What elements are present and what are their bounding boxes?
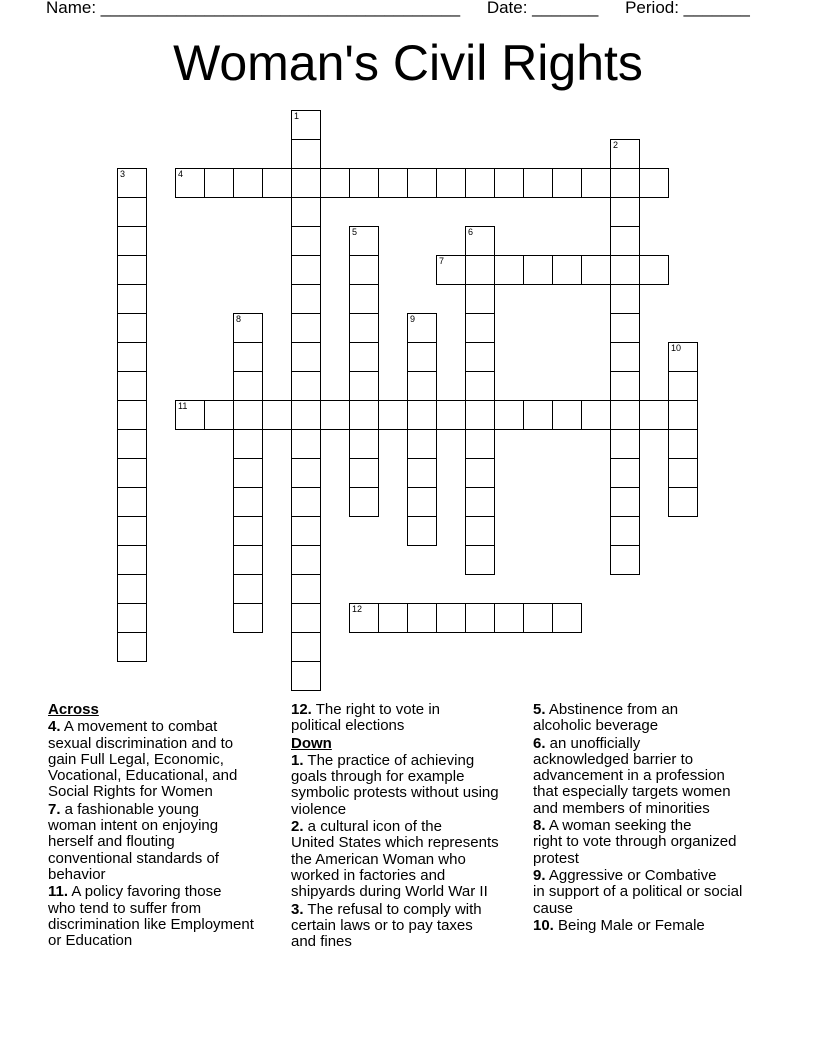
grid-cell[interactable]: [407, 487, 437, 517]
clue-number-label: 5: [352, 227, 358, 237]
grid-cell[interactable]: [465, 168, 495, 198]
clue-across-12: [291, 702, 526, 735]
clue-text: The refusal to comply with certain laws or to pay taxes and fines: [291, 900, 482, 951]
grid-cell[interactable]: [233, 603, 263, 633]
grid-cell[interactable]: [436, 400, 466, 430]
grid-cell[interactable]: [552, 168, 582, 198]
grid-cell[interactable]: [523, 255, 553, 285]
clue-number: 11.: [48, 883, 69, 901]
grid-cell[interactable]: [639, 168, 669, 198]
grid-cell[interactable]: [349, 400, 379, 430]
grid-cell[interactable]: [291, 313, 321, 343]
grid-cell[interactable]: [610, 226, 640, 256]
grid-cell[interactable]: [117, 603, 147, 633]
grid-cell[interactable]: [291, 632, 321, 662]
grid-cell[interactable]: [581, 255, 611, 285]
grid-cell[interactable]: [407, 429, 437, 459]
grid-cell[interactable]: [436, 255, 466, 285]
grid-cell[interactable]: [291, 255, 321, 285]
clue-column-1: [48, 702, 283, 950]
grid-cell[interactable]: [436, 168, 466, 198]
grid-cell[interactable]: [349, 313, 379, 343]
grid-cell[interactable]: [233, 545, 263, 575]
grid-cell[interactable]: [117, 226, 147, 256]
grid-cell[interactable]: [233, 574, 263, 604]
grid-cell[interactable]: [349, 603, 379, 633]
across-heading: Across: [48, 701, 99, 718]
grid-cell[interactable]: [291, 429, 321, 459]
grid-cell[interactable]: [407, 342, 437, 372]
grid-cell[interactable]: [378, 400, 408, 430]
grid-cell[interactable]: [291, 284, 321, 314]
grid-cell[interactable]: [117, 313, 147, 343]
grid-cell[interactable]: [233, 400, 263, 430]
grid-cell[interactable]: [349, 255, 379, 285]
grid-cell[interactable]: [262, 400, 292, 430]
grid-cell[interactable]: [639, 255, 669, 285]
grid-cell[interactable]: [117, 400, 147, 430]
grid-cell[interactable]: [610, 255, 640, 285]
clue-down-6: [533, 736, 778, 817]
grid-cell[interactable]: [204, 400, 234, 430]
grid-cell[interactable]: [291, 226, 321, 256]
grid-cell[interactable]: [117, 632, 147, 662]
grid-cell[interactable]: [668, 458, 698, 488]
grid-cell[interactable]: [233, 313, 263, 343]
grid-cell[interactable]: [668, 400, 698, 430]
grid-cell[interactable]: [349, 371, 379, 401]
clue-number-label: 9: [410, 314, 416, 324]
grid-cell[interactable]: [233, 458, 263, 488]
grid-cell[interactable]: [349, 226, 379, 256]
grid-cell[interactable]: [436, 603, 466, 633]
grid-cell[interactable]: [117, 429, 147, 459]
grid-cell[interactable]: [610, 139, 640, 169]
grid-cell[interactable]: [465, 429, 495, 459]
clue-number: 1.: [291, 751, 304, 769]
grid-cell[interactable]: [233, 342, 263, 372]
grid-cell[interactable]: [465, 400, 495, 430]
clue-text: Abstinence from an alcoholic beverage: [533, 701, 679, 735]
grid-cell[interactable]: [291, 661, 321, 691]
grid-cell[interactable]: [465, 545, 495, 575]
grid-cell[interactable]: [233, 429, 263, 459]
clue-across-4: [48, 719, 283, 800]
grid-cell[interactable]: [291, 545, 321, 575]
grid-cell[interactable]: [349, 342, 379, 372]
grid-cell[interactable]: [117, 197, 147, 227]
grid-cell[interactable]: [291, 139, 321, 169]
period-field-label[interactable]: Period: _______: [625, 0, 750, 17]
clue-number: 2.: [291, 818, 304, 836]
grid-cell[interactable]: [407, 458, 437, 488]
clue-text: Being Male or Female: [553, 916, 705, 934]
grid-cell[interactable]: [494, 168, 524, 198]
grid-cell[interactable]: [233, 371, 263, 401]
clue-number: 4.: [48, 718, 61, 736]
clue-number: 7.: [48, 800, 61, 818]
clue-number-label: 7: [439, 256, 445, 266]
clue-text: The right to vote in political elections: [291, 701, 440, 735]
grid-cell[interactable]: [610, 545, 640, 575]
grid-cell[interactable]: [610, 429, 640, 459]
clue-down-5: [533, 702, 778, 735]
clue-number-label: 3: [120, 169, 126, 179]
grid-cell[interactable]: [465, 284, 495, 314]
clue-number: 9.: [533, 866, 546, 884]
grid-cell[interactable]: [552, 603, 582, 633]
grid-cell[interactable]: [117, 545, 147, 575]
grid-cell[interactable]: [523, 603, 553, 633]
clue-number-label: 12: [352, 604, 363, 614]
clue-across-7: [48, 802, 283, 883]
grid-cell[interactable]: [117, 487, 147, 517]
grid-cell[interactable]: [349, 487, 379, 517]
date-field-label[interactable]: Date: _______: [486, 0, 599, 17]
clue-across-11: [48, 884, 283, 949]
grid-cell[interactable]: [610, 371, 640, 401]
grid-cell[interactable]: [378, 168, 408, 198]
grid-cell[interactable]: [465, 342, 495, 372]
grid-cell[interactable]: [407, 313, 437, 343]
grid-cell[interactable]: [581, 168, 611, 198]
grid-cell[interactable]: [291, 487, 321, 517]
grid-cell[interactable]: [465, 516, 495, 546]
clue-down-8: [533, 818, 778, 867]
grid-cell[interactable]: [668, 487, 698, 517]
grid-cell[interactable]: [668, 371, 698, 401]
grid-cell[interactable]: [349, 284, 379, 314]
grid-cell[interactable]: [552, 400, 582, 430]
page-title: Woman's Civil Rights: [173, 35, 643, 91]
grid-cell[interactable]: [378, 603, 408, 633]
grid-cell[interactable]: [117, 371, 147, 401]
clue-number-label: 8: [236, 314, 242, 324]
grid-cell[interactable]: [407, 516, 437, 546]
clue-number-label: 11: [178, 401, 188, 411]
clue-number: 8.: [533, 817, 546, 835]
grid-cell[interactable]: [668, 342, 698, 372]
grid-cell[interactable]: [117, 168, 147, 198]
clue-number: 10.: [533, 916, 554, 934]
grid-cell[interactable]: [291, 400, 321, 430]
down-heading: Down: [291, 734, 332, 752]
grid-cell[interactable]: [291, 458, 321, 488]
grid-cell[interactable]: [233, 168, 263, 198]
grid-cell[interactable]: [320, 168, 350, 198]
clue-down-3: [291, 902, 526, 951]
name-field-label[interactable]: Name: ______________________________________: [46, 0, 461, 17]
clue-down-10: [533, 918, 778, 934]
grid-cell[interactable]: [610, 313, 640, 343]
grid-cell[interactable]: [349, 429, 379, 459]
grid-cell[interactable]: [494, 400, 524, 430]
grid-cell[interactable]: [291, 342, 321, 372]
grid-cell[interactable]: [117, 342, 147, 372]
grid-cell[interactable]: [320, 400, 350, 430]
grid-cell[interactable]: [262, 168, 292, 198]
grid-cell[interactable]: [407, 400, 437, 430]
clue-text: Aggressive or Combative in support of a political or social cause: [533, 866, 743, 917]
grid-cell[interactable]: [465, 313, 495, 343]
grid-cell[interactable]: [465, 255, 495, 285]
grid-cell[interactable]: [349, 168, 379, 198]
clue-column-2: [291, 702, 526, 951]
clue-number: 3.: [291, 900, 304, 918]
grid-cell[interactable]: [465, 603, 495, 633]
clue-text: The practice of achieving goals through for example symbolic protests without using violence: [291, 751, 499, 818]
clue-text: an unofficially acknowledged barrier to advancement in a profession that especially targets women and members of minorities: [533, 734, 731, 817]
grid-cell[interactable]: [610, 342, 640, 372]
clue-text: A movement to combat sexual discrimination and to gain Full Legal, Economic, Vocational, Educational, and Social Rights for Women: [48, 718, 238, 801]
grid-cell[interactable]: [117, 284, 147, 314]
grid-cell[interactable]: [610, 168, 640, 198]
grid-cell[interactable]: [465, 371, 495, 401]
clue-number-label: 10: [671, 343, 682, 353]
clue-down-9: [533, 868, 778, 917]
grid-cell[interactable]: [523, 168, 553, 198]
grid-cell[interactable]: [291, 574, 321, 604]
grid-cell[interactable]: [494, 255, 524, 285]
grid-cell[interactable]: [117, 458, 147, 488]
clue-down-2: [291, 819, 526, 900]
grid-cell[interactable]: [523, 400, 553, 430]
grid-cell[interactable]: [175, 168, 205, 198]
grid-cell[interactable]: [291, 168, 321, 198]
grid-cell[interactable]: [291, 516, 321, 546]
grid-cell[interactable]: [552, 255, 582, 285]
clue-down-1: [291, 753, 526, 818]
clue-text: A policy favoring those who tend to suffer from discrimination like Employment or Education: [48, 883, 254, 950]
clue-number: 6.: [533, 734, 546, 752]
grid-cell[interactable]: [494, 603, 524, 633]
grid-cell[interactable]: [581, 400, 611, 430]
grid-cell[interactable]: [291, 197, 321, 227]
clue-number: 5.: [533, 701, 546, 718]
grid-cell[interactable]: [233, 516, 263, 546]
grid-cell[interactable]: [291, 371, 321, 401]
clue-number-label: 1: [294, 111, 300, 121]
clue-text: a fashionable young woman intent on enjoying herself and flouting conventional standards of behavior: [48, 800, 219, 883]
clue-number-label: 6: [468, 227, 474, 237]
grid-cell[interactable]: [233, 487, 263, 517]
grid-cell[interactable]: [610, 487, 640, 517]
grid-cell[interactable]: [204, 168, 234, 198]
clue-number: 12.: [291, 701, 312, 718]
grid-cell[interactable]: [175, 400, 205, 430]
grid-cell[interactable]: [610, 400, 640, 430]
grid-cell[interactable]: [291, 110, 321, 140]
grid-cell[interactable]: [349, 458, 379, 488]
clue-column-3: [533, 702, 778, 935]
grid-cell[interactable]: [610, 516, 640, 546]
grid-cell[interactable]: [407, 168, 437, 198]
grid-cell[interactable]: [117, 255, 147, 285]
grid-cell[interactable]: [291, 603, 321, 633]
grid-cell[interactable]: [117, 574, 147, 604]
grid-cell[interactable]: [668, 429, 698, 459]
grid-cell[interactable]: [465, 458, 495, 488]
grid-cell[interactable]: [610, 458, 640, 488]
grid-cell[interactable]: [610, 284, 640, 314]
clue-text: A woman seeking the right to vote through organized protest: [533, 817, 737, 867]
clue-number-label: 4: [178, 169, 184, 179]
grid-cell[interactable]: [465, 226, 495, 256]
grid-cell[interactable]: [465, 487, 495, 517]
clue-number-label: 2: [613, 140, 619, 150]
clue-text: a cultural icon of the United States which represents the American Woman who worked in factories and shipyards during World War II: [291, 818, 499, 901]
grid-cell[interactable]: [117, 516, 147, 546]
grid-cell[interactable]: [610, 197, 640, 227]
grid-cell[interactable]: [407, 603, 437, 633]
grid-cell[interactable]: [407, 371, 437, 401]
grid-cell[interactable]: [639, 400, 669, 430]
